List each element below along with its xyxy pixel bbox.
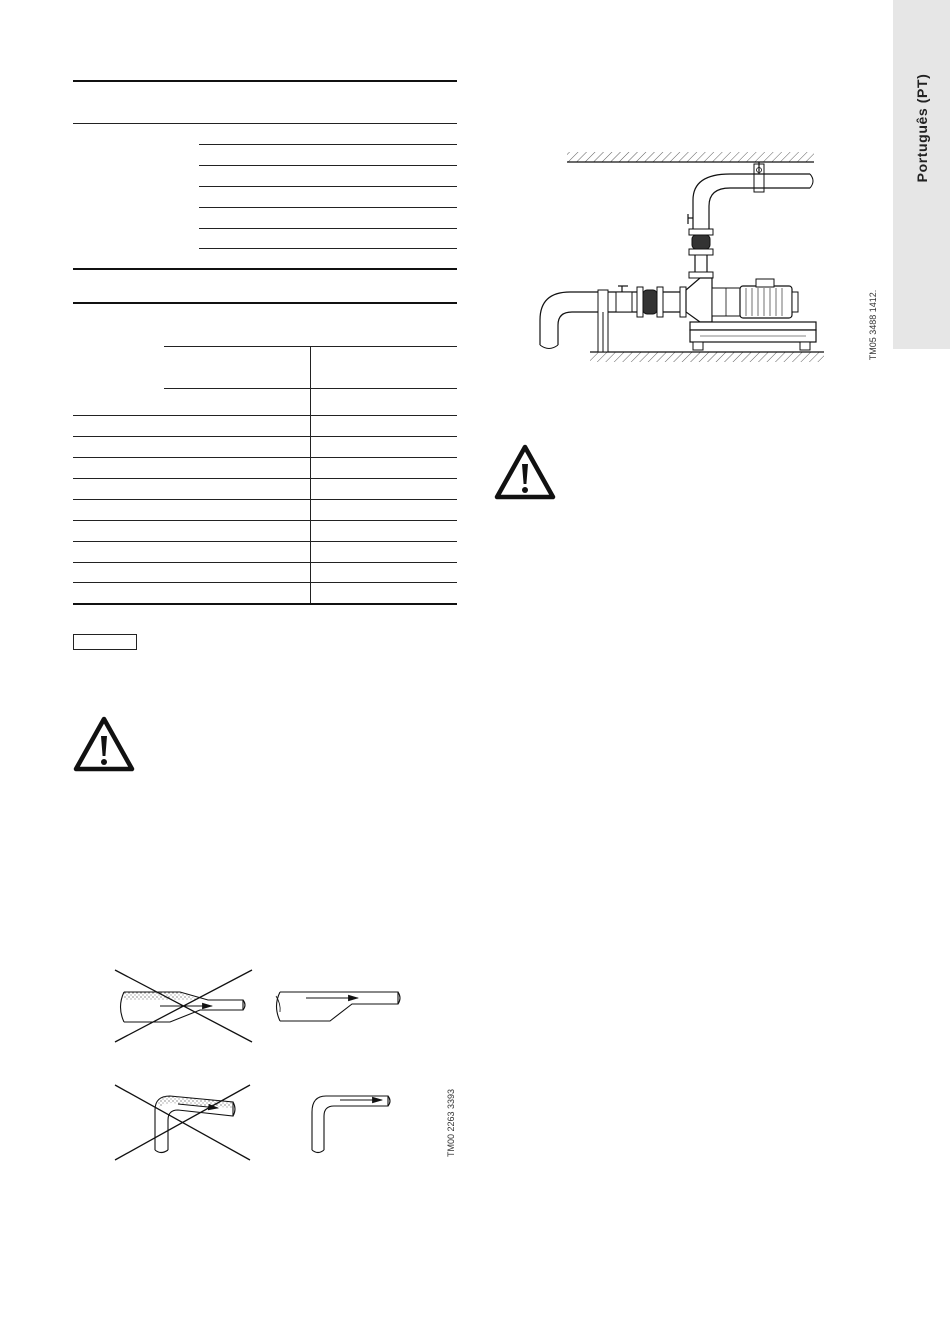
table-2-row-rule — [73, 520, 457, 521]
table-2-row-rule — [73, 457, 457, 458]
warning-triangle-icon — [494, 444, 556, 500]
table-1-row-rule — [199, 207, 457, 208]
table-2-bottom-rule — [73, 603, 457, 605]
table-2-row-rule — [73, 499, 457, 500]
table-2-row-rule — [73, 541, 457, 542]
language-tab-label-wrap — [893, 0, 950, 349]
table-2-top-rule — [73, 302, 457, 304]
note-label-box — [73, 634, 137, 650]
language-tab-label: Português (PT) — [913, 73, 930, 183]
figure-code-pipe-air-pockets: TM00 2263 3393 — [446, 1088, 456, 1158]
pump-installation-drawing — [520, 140, 840, 380]
correct-reducer-diagram — [276, 992, 400, 1021]
table-2-row-rule — [73, 436, 457, 437]
table-2-row-rule — [73, 582, 457, 583]
figure-code-pump-installation: TM05 3488 1412. — [868, 289, 878, 361]
table-1-row-rule — [199, 248, 457, 249]
correct-bend-diagram — [312, 1096, 390, 1153]
table-2-row-rule — [73, 562, 457, 563]
table-1-row-rule — [199, 144, 457, 145]
table-1-top-rule — [73, 80, 457, 82]
table-1-bottom-rule — [73, 268, 457, 270]
incorrect-reducer-diagram — [115, 970, 252, 1042]
table-1-header-rule — [73, 123, 457, 124]
language-side-tab — [893, 0, 950, 349]
pipe-air-pocket-drawing — [110, 965, 410, 1165]
table-2-row-rule — [73, 415, 457, 416]
table-1-row-rule — [199, 165, 457, 166]
table-2-column-divider — [310, 346, 311, 604]
table-1-row-rule — [199, 228, 457, 229]
table-2-row-rule — [73, 478, 457, 479]
incorrect-bend-diagram — [115, 1085, 250, 1160]
table-1-row-rule — [199, 186, 457, 187]
warning-triangle-icon — [73, 716, 135, 772]
